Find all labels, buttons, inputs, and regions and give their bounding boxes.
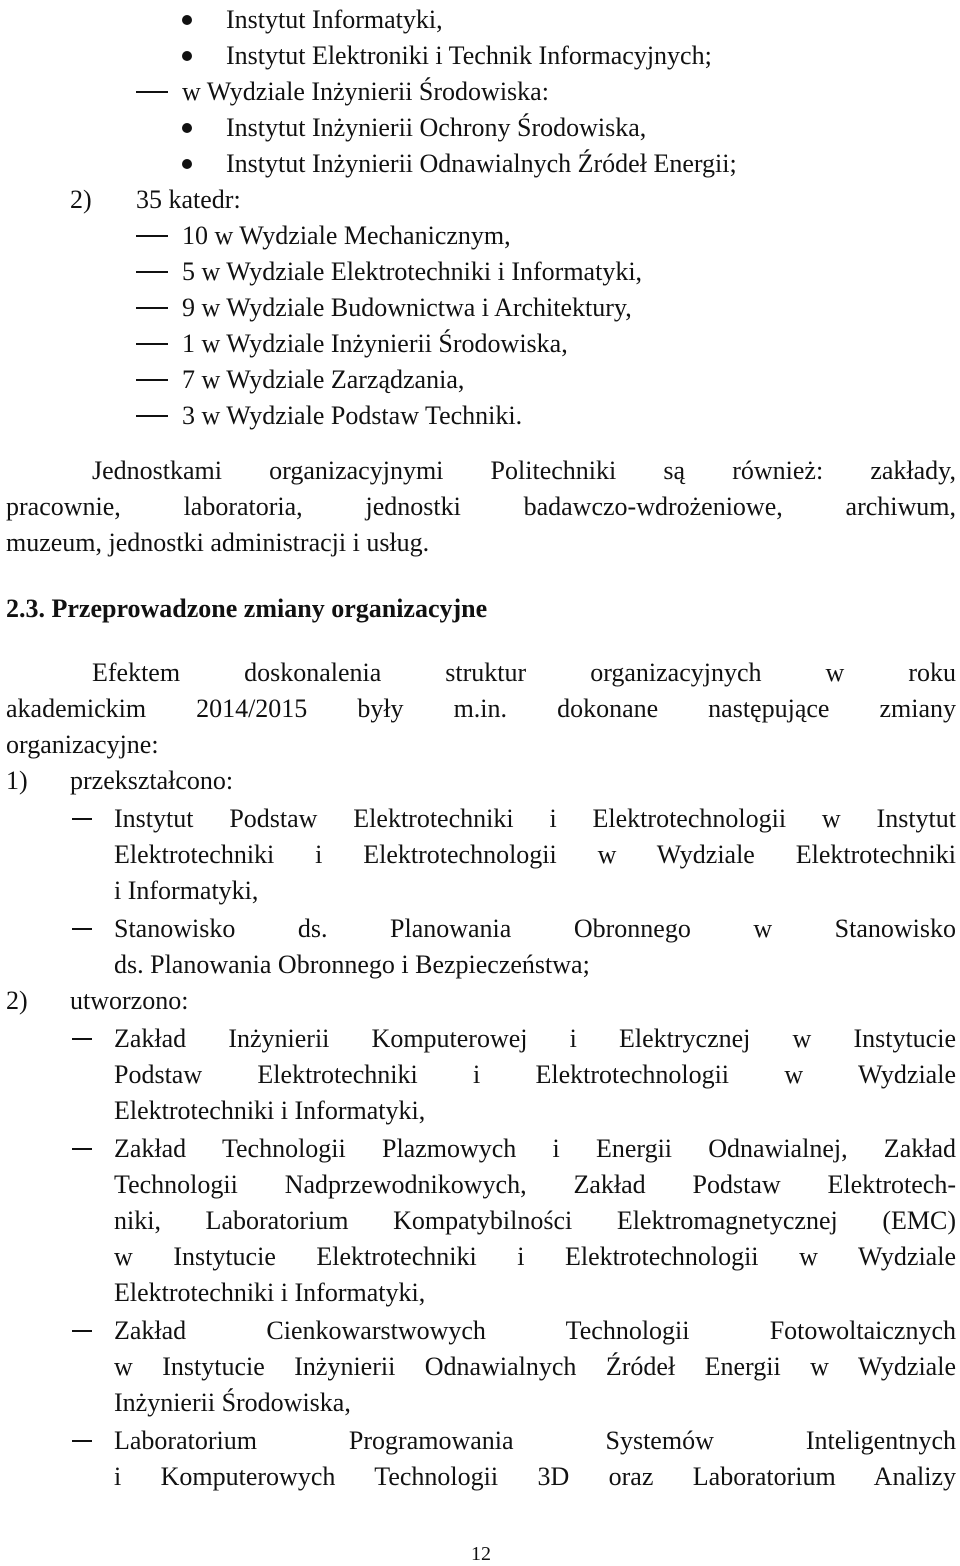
dash-icon [72, 1038, 92, 1040]
dash-icon [72, 1440, 92, 1442]
list-heading: utworzono: [70, 986, 189, 1015]
list-item-line: Elektrotechniki i Elektrotechnologii w Wydziale Elektrotechniki [114, 840, 956, 869]
paragraph-line: Efektem doskonalenia struktur organizacyjnych w roku [92, 658, 956, 687]
paragraph-line: akademickim 2014/2015 były m.in. dokonane następujące zmiany [6, 694, 956, 723]
list-item: 5 w Wydziale Elektrotechniki i Informatyki, [182, 257, 643, 286]
list-item-line: Instytut Podstaw Elektrotechniki i Elektrotechnologii w Instytut [114, 804, 956, 833]
paragraph-line: Jednostkami organizacyjnymi Politechniki są również: zakłady, [92, 456, 956, 485]
list-item-line: Elektrotechniki i Informatyki, [114, 1096, 426, 1125]
list-item-line: Podstaw Elektrotechniki i Elektrotechnologii w Wydziale [114, 1060, 956, 1089]
dash-icon [72, 1330, 92, 1332]
dash-icon [72, 928, 92, 930]
list-item: Instytut Elektroniki i Technik Informacyjnych; [226, 41, 712, 70]
section-heading: 2.3. Przeprowadzone zmiany organizacyjne [6, 594, 488, 623]
list-item-line: ds. Planowania Obronnego i Bezpieczeństwa; [114, 950, 590, 979]
list-item: 1 w Wydziale Inżynierii Środowiska, [182, 329, 568, 358]
dash-icon [136, 271, 168, 273]
list-heading: 35 katedr: [136, 185, 241, 214]
page-number: 12 [471, 1543, 491, 1565]
list-item: 3 w Wydziale Podstaw Techniki. [182, 401, 523, 430]
dash-icon [72, 1148, 92, 1150]
list-heading: przekształcono: [70, 766, 234, 795]
list-item: Instytut Informatyki, [226, 5, 443, 34]
bullet-icon [182, 159, 192, 169]
list-item-line: Inżynierii Środowiska, [114, 1388, 351, 1417]
dash-icon [136, 379, 168, 381]
faculty-heading: w Wydziale Inżynierii Środowiska: [182, 77, 549, 106]
list-number: 2) [6, 986, 28, 1015]
dash-icon [136, 91, 168, 93]
list-item-line: niki, Laboratorium Kompatybilności Elektromagnetycznej (EMC) [114, 1206, 956, 1235]
list-number: 1) [6, 766, 28, 795]
list-item-line: i Informatyki, [114, 876, 259, 905]
bullet-icon [182, 51, 192, 61]
list-item-line: Technologii Nadprzewodnikowych, Zakład Podstaw Elektrotech- [114, 1170, 956, 1199]
list-item-line: Zakład Cienkowarstwowych Technologii Fotowoltaicznych [114, 1316, 956, 1345]
list-item: 10 w Wydziale Mechanicznym, [182, 221, 511, 250]
paragraph-line: muzeum, jednostki administracji i usług. [6, 528, 430, 557]
list-item: Instytut Inżynierii Odnawialnych Źródeł Energii; [226, 149, 737, 178]
bullet-icon [182, 123, 192, 133]
list-item-line: Stanowisko ds. Planowania Obronnego w Stanowisko [114, 914, 956, 943]
bullet-icon [182, 15, 192, 25]
dash-icon [72, 818, 92, 820]
list-item-line: Elektrotechniki i Informatyki, [114, 1278, 426, 1307]
list-item-line: Laboratorium Programowania Systemów Inteligentnych [114, 1426, 956, 1455]
list-number: 2) [70, 185, 92, 214]
paragraph-line: organizacyjne: [6, 730, 159, 759]
dash-icon [136, 235, 168, 237]
list-item: 7 w Wydziale Zarządzania, [182, 365, 465, 394]
list-item: Instytut Inżynierii Ochrony Środowiska, [226, 113, 647, 142]
list-item-line: w Instytucie Elektrotechniki i Elektrotechnologii w Wydziale [114, 1242, 956, 1271]
list-item: 9 w Wydziale Budownictwa i Architektury, [182, 293, 632, 322]
dash-icon [136, 307, 168, 309]
list-item-line: Zakład Technologii Plazmowych i Energii Odnawialnej, Zakład [114, 1134, 956, 1163]
paragraph-line: pracownie, laboratoria, jednostki badawczo-wdrożeniowe, archiwum, [6, 492, 956, 521]
dash-icon [136, 415, 168, 417]
list-item-line: i Komputerowych Technologii 3D oraz Laboratorium Analizy [114, 1462, 956, 1491]
dash-icon [136, 343, 168, 345]
list-item-line: w Instytucie Inżynierii Odnawialnych Źródeł Energii w Wydziale [114, 1352, 956, 1381]
list-item-line: Zakład Inżynierii Komputerowej i Elektrycznej w Instytucie [114, 1024, 956, 1053]
